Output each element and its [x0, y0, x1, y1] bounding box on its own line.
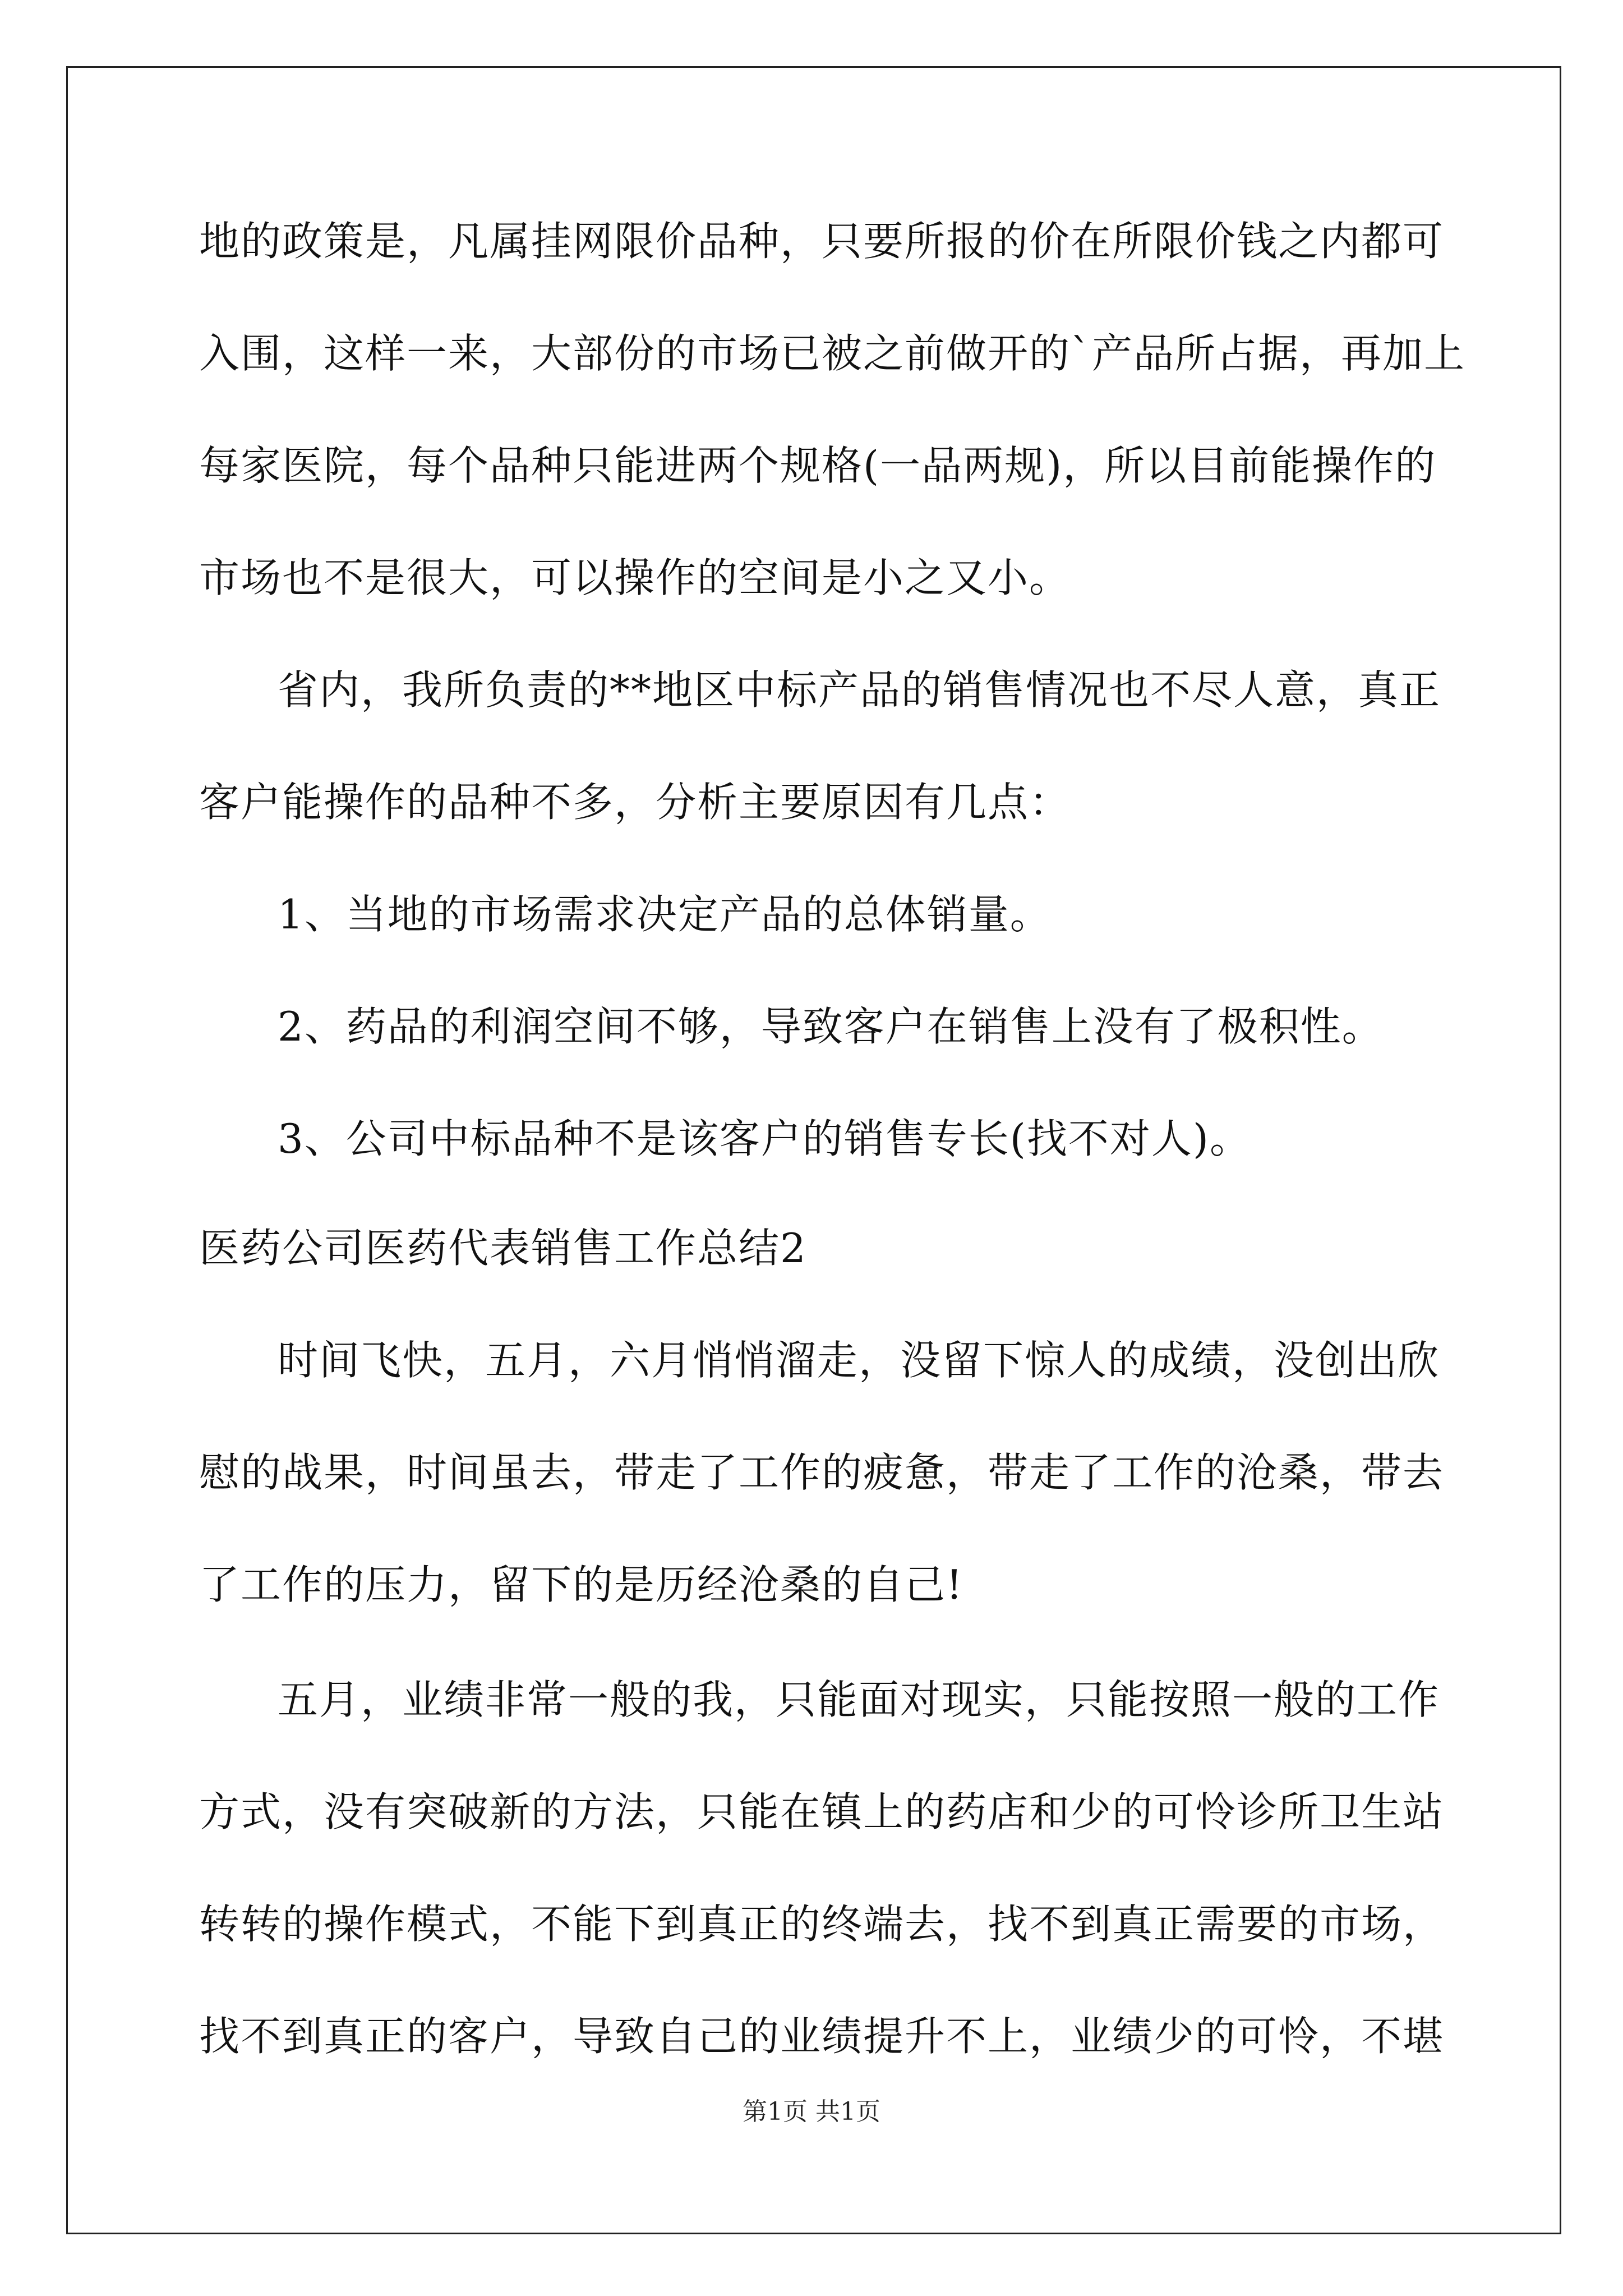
list-item: 3、公司中标品种不是该客户的销售专长(找不对人)。	[278, 1115, 1251, 1162]
list-item: 1、当地的市场需求决定产品的总体销量。	[278, 891, 1052, 938]
text-line: 客户能操作的品种不多，分析主要原因有几点：	[199, 779, 1071, 826]
text-line: 入围，这样一来，大部份的市场已被之前做开的`产品所占据，再加上	[199, 330, 1466, 377]
text-line: 五月，业绩非常一般的我，只能面对现实，只能按照一般的工作	[278, 1676, 1440, 1723]
text-line: 转转的操作模式，不能下到真正的终端去，找不到真正需要的市场，	[199, 1901, 1445, 1948]
text-line: 时间飞快，五月，六月悄悄溜走，没留下惊人的成绩，没创出欣	[278, 1337, 1440, 1384]
text-line: 方式，没有突破新的方法，只能在镇上的药店和少的可怜诊所卫生站	[199, 1788, 1445, 1835]
text-line: 地的政策是，凡属挂网限价品种，只要所报的价在所限价钱之内都可	[199, 218, 1445, 265]
text-line: 每家医院，每个品种只能进两个规格(一品两规)，所以目前能操作的	[199, 442, 1437, 489]
text-line: 找不到真正的客户，导致自己的业绩提升不上，业绩少的可怜，不堪	[199, 2013, 1445, 2060]
text-line: 慰的战果，时间虽去，带走了工作的疲惫，带走了工作的沧桑，带去	[199, 1449, 1445, 1496]
section-title: 医药公司医药代表销售工作总结2	[199, 1225, 807, 1272]
list-item: 2、药品的利润空间不够，导致客户在销售上没有了极积性。	[278, 1003, 1384, 1050]
text-line: 市场也不是很大，可以操作的空间是小之又小。	[199, 554, 1071, 601]
page-number-footer: 第1页 共1页	[743, 2097, 880, 2126]
text-line: 省内，我所负责的**地区中标产品的销售情况也不尽人意，真正	[278, 666, 1441, 714]
text-line: 了工作的压力，留下的是历经沧桑的自己!	[199, 1561, 963, 1608]
